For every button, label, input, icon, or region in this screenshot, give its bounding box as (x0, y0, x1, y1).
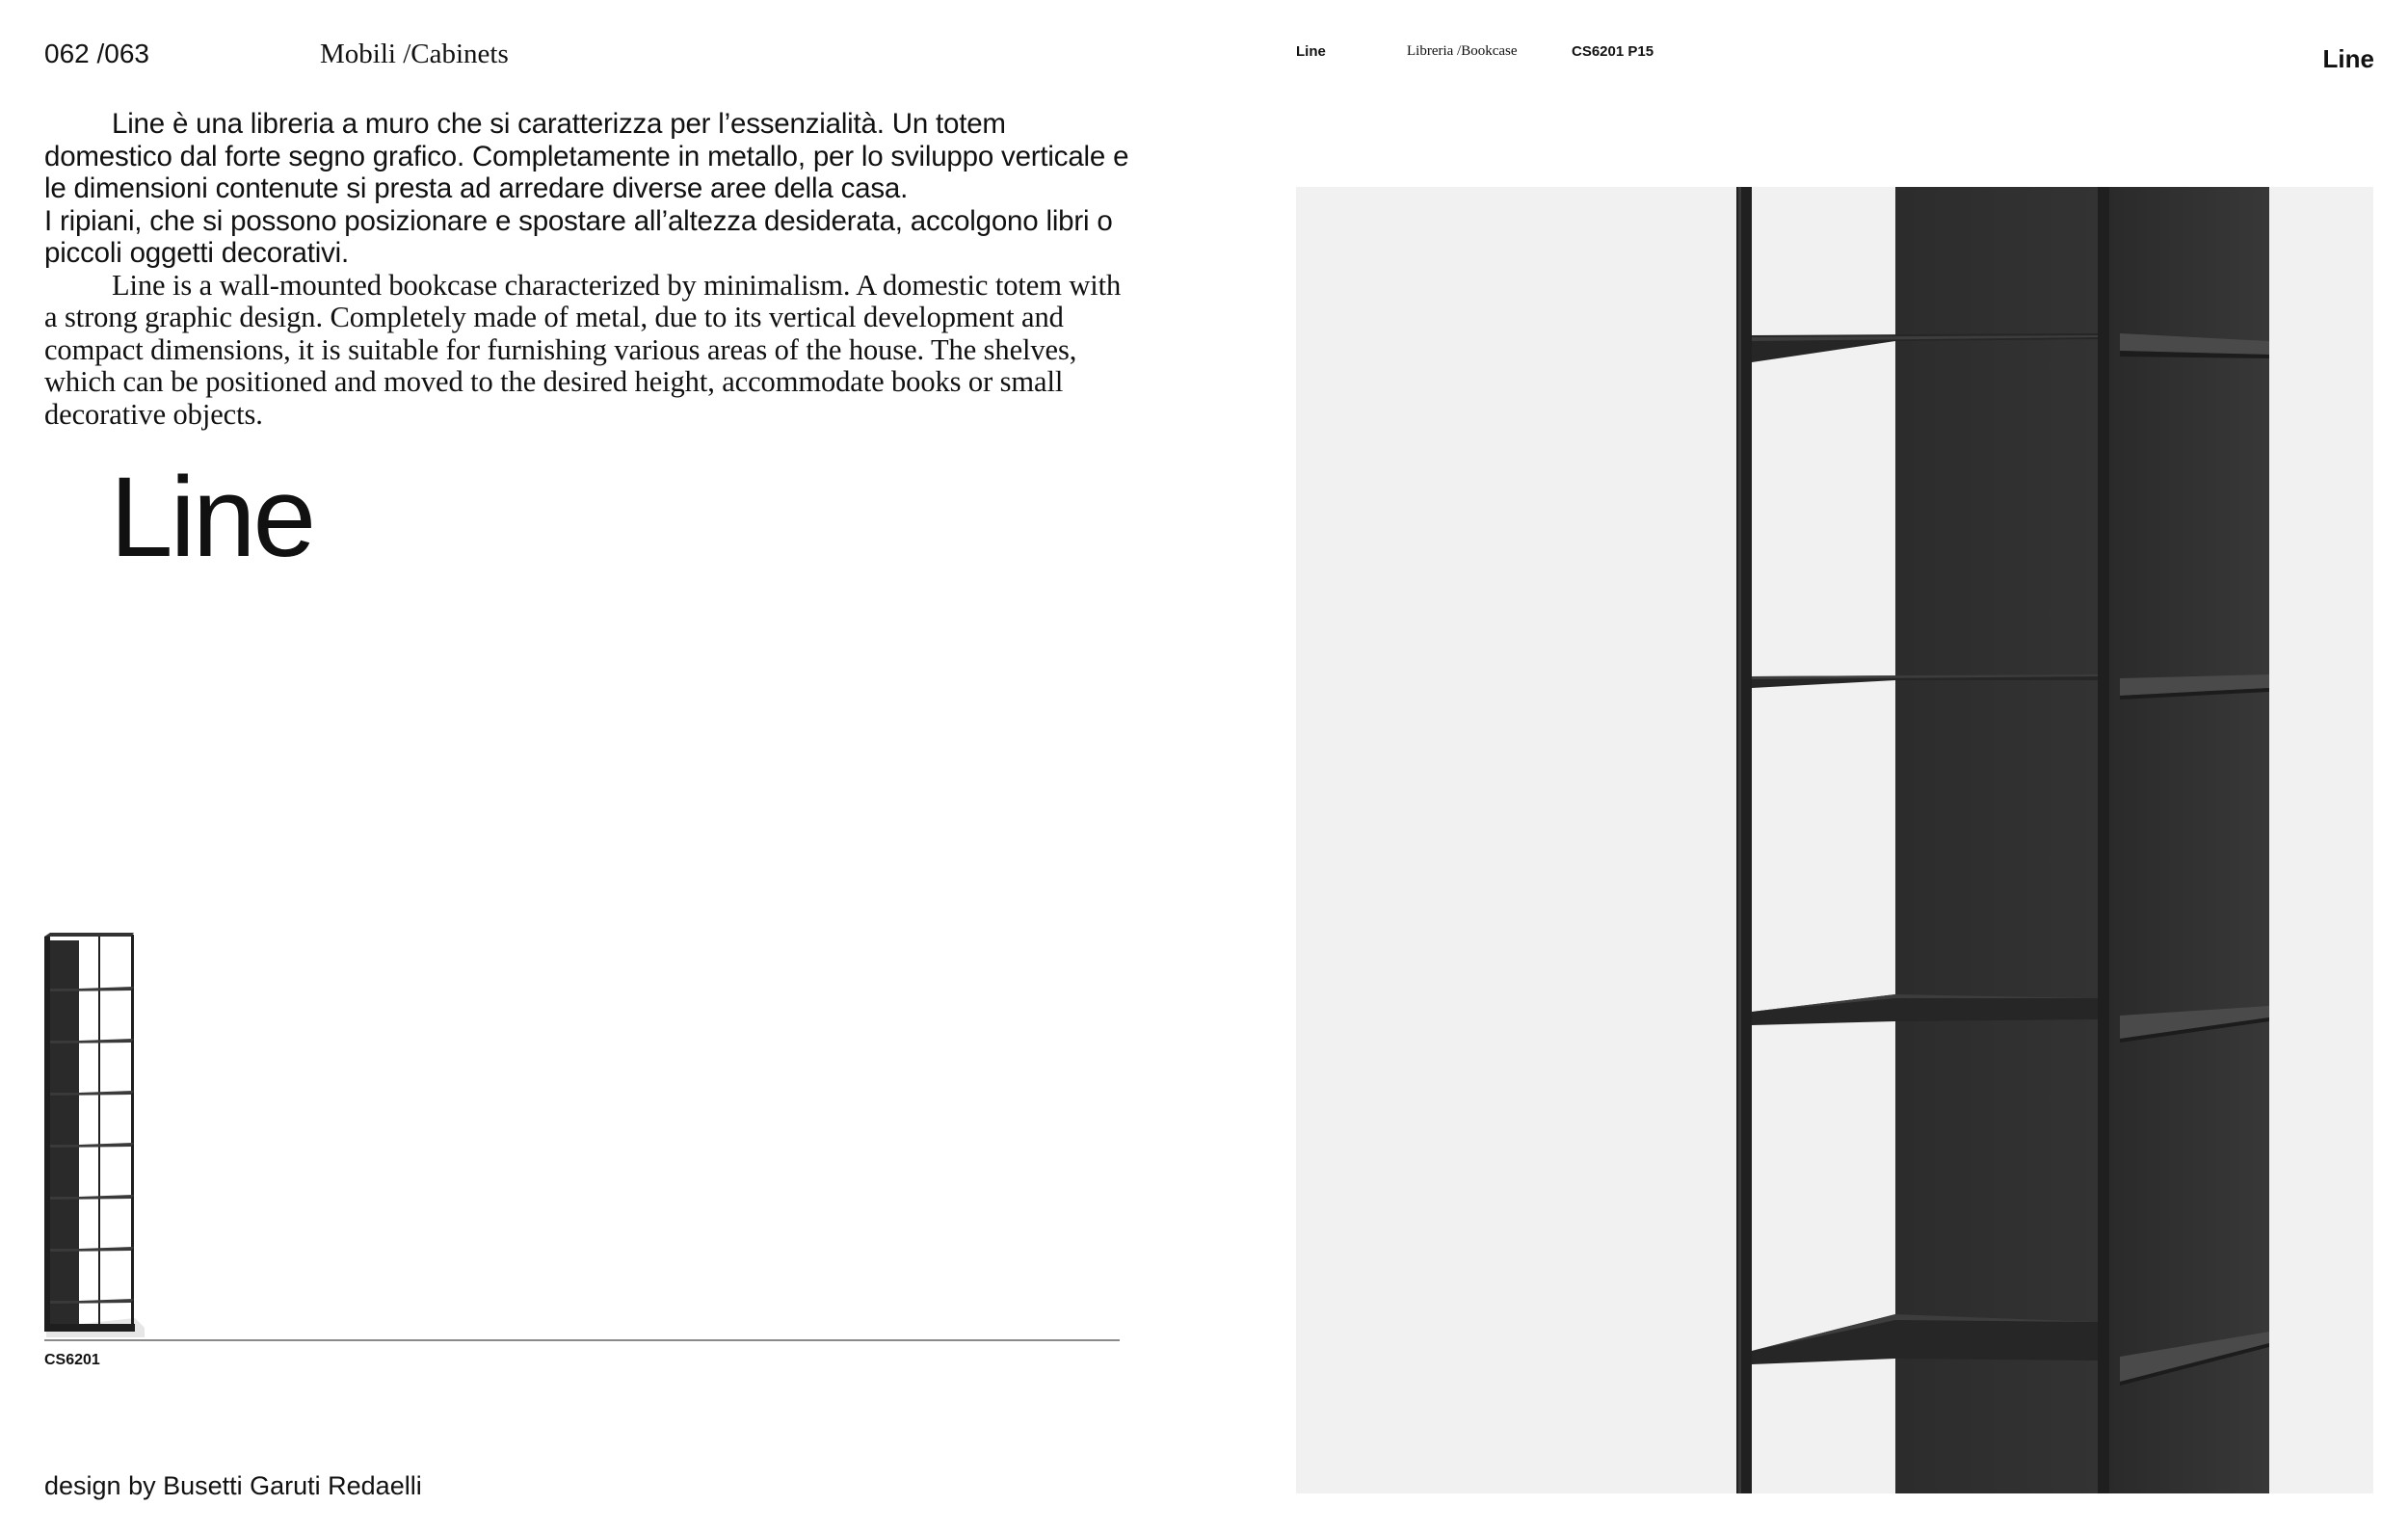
section-title: Mobili /Cabinets (320, 39, 509, 69)
right-header-name: Line (1296, 43, 1326, 60)
description (44, 108, 1133, 431)
bookcase-illustration (1296, 187, 2373, 1493)
description-italian (44, 108, 1133, 270)
product-code: CS6201 (44, 1352, 100, 1368)
product-title: Line (110, 454, 314, 581)
description-italian-p2: I ripiani, che si possono posizionare e spostare all’altezza desiderata, accolgono libri o piccoli oggetti decorativi. (44, 204, 1113, 269)
right-header-category: Libreria /Bookcase (1407, 43, 1518, 59)
right-header-title: Line (2322, 44, 2374, 73)
right-header-code: CS6201 P15 (1572, 43, 1654, 60)
divider-line (44, 1339, 1120, 1341)
description-italian-p1: Line è una libreria a muro che si caratterizza per l’essenzialità. Un totem domestico dal forte segno grafico. Completamente in metallo, per lo sviluppo verticale e le dimensioni contenute si presta ad arredare diverse aree della casa. (44, 108, 1129, 204)
description-english: Line is a wall-mounted bookcase characterized by minimalism. A domestic totem with a strong graphic design. Completely made of metal, due to its vertical development and compact dimensions, it is suitable for furnishing various areas of the house. The shelves, which can be positioned and moved to the desired height, accommodate books or small decorative objects. (44, 268, 1122, 431)
page-numbers: 062 /063 (44, 39, 149, 68)
bookcase-thumbnail (39, 925, 145, 1339)
designer-credit: design by Busetti Garuti Redaelli (44, 1471, 422, 1500)
bookcase-photo (1296, 187, 2373, 1493)
